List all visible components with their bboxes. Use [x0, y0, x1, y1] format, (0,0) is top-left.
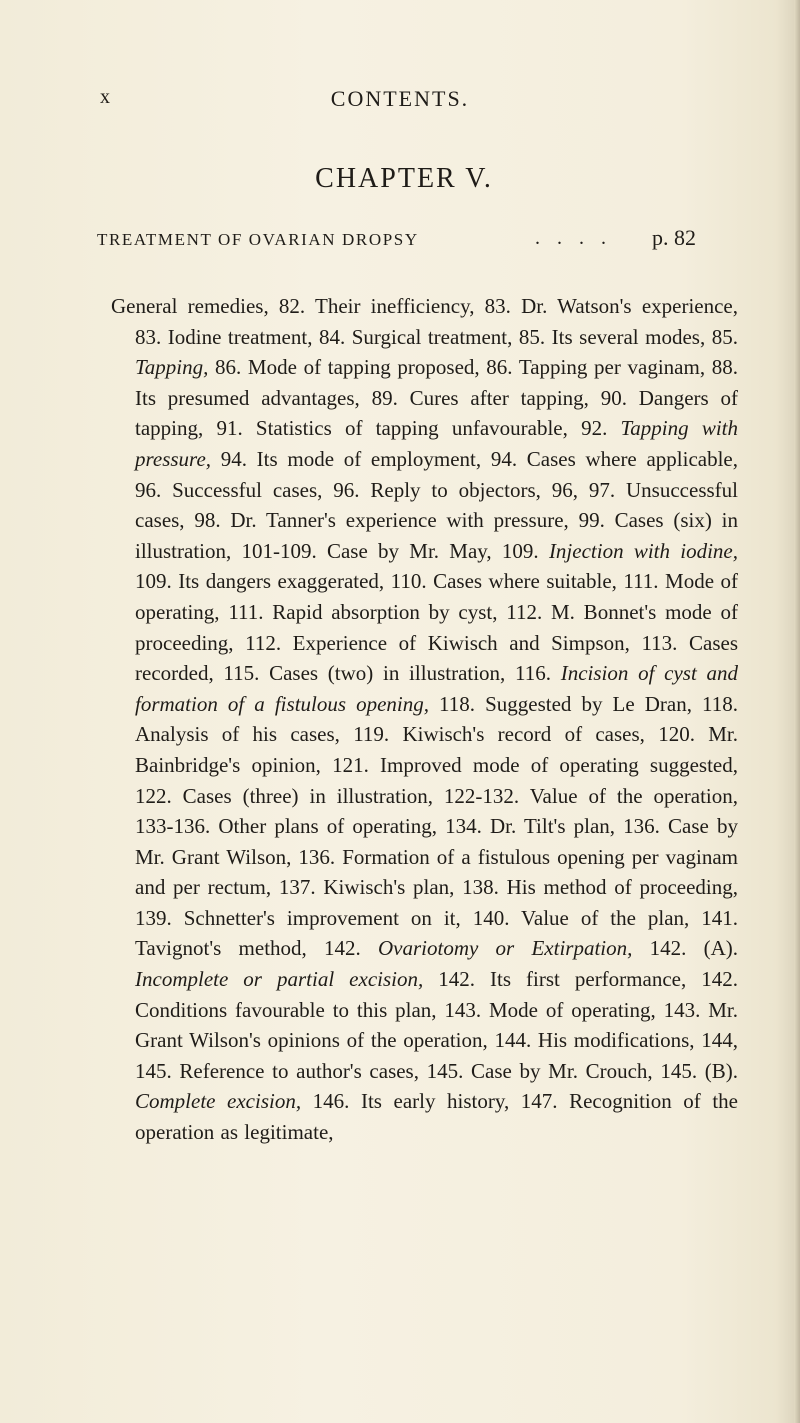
summary-text: 94. Its mode of employment, 94. Cases where applicable, 96. Successful cases, 96. Reply to objectors, 96, 97. Unsuccessful cases, 98. Dr. Tanner's experience with pressure, 99. Cases (six) in illustration, 101-109. Case by Mr. May, 109.	[135, 446, 738, 563]
chapter-page-ref: p. 82	[652, 225, 696, 250]
summary-text: 86. Mode of tapping proposed, 86. Tapping per vaginam, 88. Its presumed advantages, 89. Cures after tapping, 90. Dangers of tapping, 91. Statistics of tapping unfavourable, 92.	[135, 355, 738, 441]
summary-topic-injection-with-iodine: Injection with iodine,	[548, 538, 738, 563]
running-title: CONTENTS.	[330, 86, 470, 111]
page-folio: x	[100, 86, 111, 108]
running-head	[100, 86, 700, 116]
summary-topic-ovariotomy: Ovariotomy or Extirpation,	[378, 936, 633, 961]
summary-topic-complete-excision: Complete excision,	[135, 1089, 302, 1114]
chapter-summary	[111, 291, 738, 1148]
summary-text: 118. Suggested by Le Dran, 118. Analysis of his cases, 119. Kiwisch's record of cases, 120. Mr. Bainbridge's opinion, 121. Improved mode of operating suggested, 122. Cases (three) in illustration, 122-132. Value of the operation, 133-136. Other plans of operating, 134. Dr. Tilt's plan, 136. Case by Mr. Grant Wilson, 136. Formation of a fistulous opening per vaginam and per rectum, 137. Kiwisch's plan, 138. His method of proceeding, 139. Schnetter's improvement on it, 140. Value of the plan, 141. Tavignot's method, 142.	[135, 691, 738, 961]
summary-text: 142. (A).	[632, 936, 738, 961]
summary-text: 142. Its first performance, 142. Conditions favourable to this plan, 143. Mode of operating, 143. Mr. Grant Wilson's opinions of the operation, 144. His modifications, 144, 145. Reference to author's cases, 145. Case by Mr. Crouch, 145. (B).	[135, 967, 738, 1083]
chapter-title-line	[97, 225, 717, 255]
chapter-title: TREATMENT OF OVARIAN DROPSY	[97, 230, 419, 249]
summary-topic-incision-of-cyst: Incision of cyst and formation of a fistulous opening,	[135, 661, 739, 716]
summary-text: 109. Its dangers exaggerated, 110. Cases where suitable, 111. Mode of operating, 111. Rapid absorption by cyst, 112. M. Bonnet's mode of proceeding, 112. Experience of Kiwisch and Simpson, 113. Cases recorded, 115. Cases (two) in illustration, 116.	[135, 569, 738, 686]
chapter-heading: CHAPTER V.	[315, 163, 493, 194]
page-edge	[794, 0, 800, 1423]
summary-topic-tapping-with-pressure: Tapping with pressure,	[135, 416, 738, 471]
summary-text: General remedies, 82. Their inefficiency, 83. Dr. Watson's experience, 83. Iodine treatment, 84. Surgical treatment, 85. Its several modes, 85.	[111, 294, 738, 349]
summary-text: 146. Its early history, 147. Recognition of the operation as legitimate,	[135, 1089, 738, 1145]
dot-leaders: . . . .	[535, 227, 612, 249]
summary-topic-tapping: Tapping,	[135, 355, 209, 380]
summary-topic-incomplete-excision: Incomplete or partial excision,	[135, 967, 424, 992]
